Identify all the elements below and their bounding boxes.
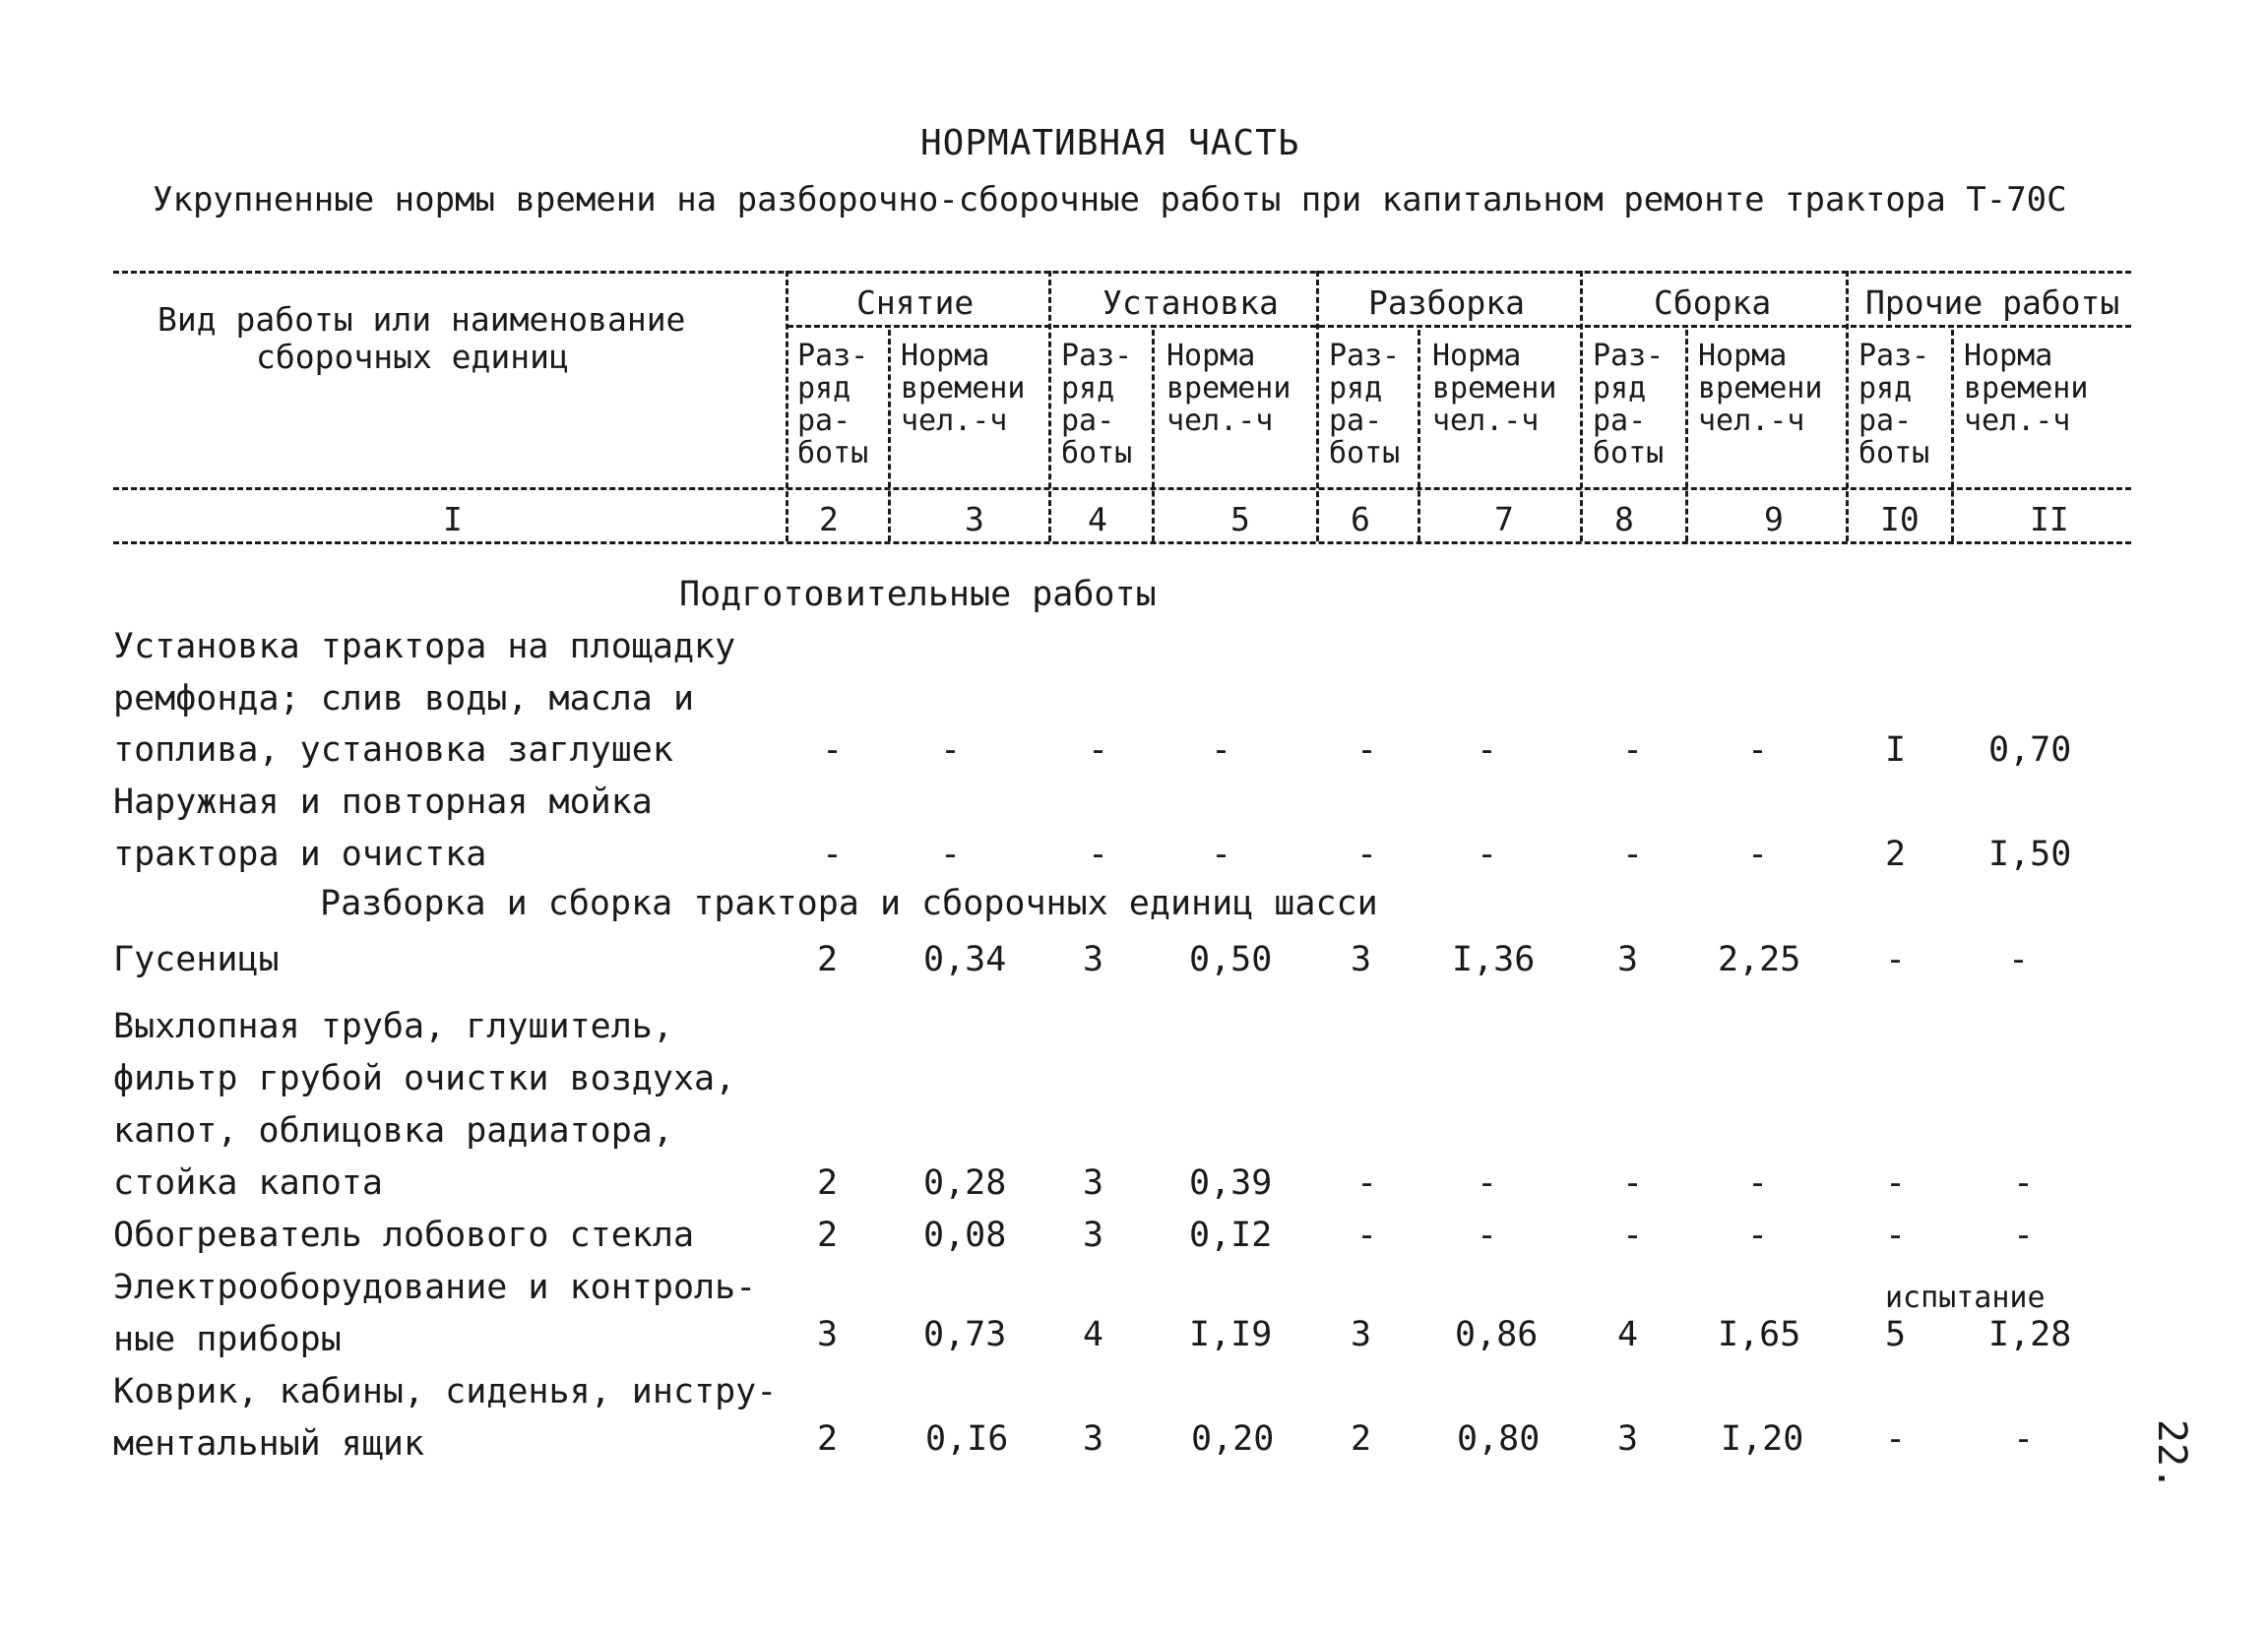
col1-header-line1: Вид работы или наименование xyxy=(158,300,686,339)
table-cell: 0,08 xyxy=(923,1216,1007,1255)
table-cell: 2 xyxy=(817,1163,839,1203)
rule-numbers xyxy=(113,541,2131,544)
table-cell: I xyxy=(1885,730,1907,770)
group-header-other: Прочие работы xyxy=(1865,283,2120,322)
table-cell: - xyxy=(822,835,844,874)
table-cell: - xyxy=(1477,730,1498,770)
group-header-disassembly: Разборка xyxy=(1368,283,1525,322)
table-cell: 2,25 xyxy=(1718,940,1801,979)
table-cell: - xyxy=(1747,1216,1769,1255)
table-cell: I,I9 xyxy=(1189,1315,1273,1354)
table-cell: - xyxy=(1356,1216,1378,1255)
table-cell: - xyxy=(1622,730,1644,770)
subheader-norm-2: Норма времени чел.-ч xyxy=(1166,339,1292,438)
table-cell: - xyxy=(940,730,962,770)
table-cell: - xyxy=(1356,1163,1378,1203)
row-name-line: ремфонда; слив воды, масла и xyxy=(113,679,695,719)
row-name-line: Электрооборудование и контроль- xyxy=(113,1268,757,1307)
table-cell: 3 xyxy=(1351,940,1372,979)
col-number-7: 7 xyxy=(1494,500,1514,538)
col-number-9: 9 xyxy=(1764,500,1784,538)
table-cell: 0,86 xyxy=(1455,1315,1539,1354)
row-name-line: Установка трактора на площадку xyxy=(113,627,736,666)
table-cell: - xyxy=(1885,1216,1907,1255)
col-number-8: 8 xyxy=(1614,500,1634,538)
table-cell: 3 xyxy=(1617,940,1639,979)
table-cell: - xyxy=(1747,835,1769,874)
page-title: НОРМАТИВНАЯ ЧАСТЬ xyxy=(920,123,1300,163)
rule-top xyxy=(113,271,2131,274)
table-cell: 5 xyxy=(1885,1315,1907,1354)
subheader-norm-1: Норма времени чел.-ч xyxy=(901,339,1026,438)
vrule-sub-1 xyxy=(888,330,891,541)
table-cell: 3 xyxy=(1083,940,1104,979)
col-number-10: I0 xyxy=(1880,500,1920,538)
rule-sub xyxy=(113,487,2131,490)
subheader-norm-3: Норма времени чел.-ч xyxy=(1432,339,1557,438)
table-cell: - xyxy=(1622,1216,1644,1255)
table-cell: - xyxy=(1885,1419,1907,1459)
table-cell: 0,20 xyxy=(1191,1419,1275,1459)
table-cell: - xyxy=(1622,1163,1644,1203)
subheader-norm-5: Норма времени чел.-ч xyxy=(1964,339,2089,438)
section-heading-prep: Подготовительные работы xyxy=(679,575,1157,614)
row-name-line: капот, облицовка радиатора, xyxy=(113,1111,673,1151)
table-cell: - xyxy=(2008,940,2030,979)
subheader-rank-1: Раз- ряд ра- боты xyxy=(797,339,869,470)
subheader-rank-3: Раз- ряд ра- боты xyxy=(1329,339,1401,470)
table-cell: I,28 xyxy=(1988,1315,2072,1354)
table-cell: - xyxy=(1477,835,1498,874)
vrule-sub-5 xyxy=(1951,330,1954,541)
row-name-line: топлива, установка заглушек xyxy=(113,730,673,770)
group-header-assembly: Сборка xyxy=(1654,283,1772,322)
table-cell: 0,34 xyxy=(923,940,1007,979)
col-number-5: 5 xyxy=(1230,500,1250,538)
table-cell: - xyxy=(1356,730,1378,770)
vrule-2 xyxy=(1048,271,1051,541)
vrule-1 xyxy=(786,271,788,541)
table-cell: 4 xyxy=(1083,1315,1104,1354)
table-cell: - xyxy=(1885,940,1907,979)
row-name-line: фильтр грубой очистки воздуха, xyxy=(113,1059,736,1098)
vrule-5 xyxy=(1846,271,1849,541)
table-cell: - xyxy=(1088,835,1109,874)
table-cell: - xyxy=(1747,1163,1769,1203)
table-cell: I,36 xyxy=(1452,940,1536,979)
col-number-1: I xyxy=(443,500,463,538)
table-cell: - xyxy=(2013,1419,2035,1459)
table-cell: 0,I2 xyxy=(1189,1216,1273,1255)
table-cell: 3 xyxy=(1083,1419,1104,1459)
table-cell: - xyxy=(1356,835,1378,874)
row-name-line: Коврик, кабины, сиденья, инстру- xyxy=(113,1372,778,1411)
table-cell: - xyxy=(1747,730,1769,770)
row-name-line: Наружная и повторная мойка xyxy=(113,783,653,822)
vrule-sub-3 xyxy=(1418,330,1420,541)
row-name-line: ные приборы xyxy=(113,1320,342,1359)
row-name-line: Обогреватель лобового стекла xyxy=(113,1216,695,1255)
col-number-6: 6 xyxy=(1351,500,1370,538)
row-name-line: Гусеницы xyxy=(113,940,280,979)
table-cell: 3 xyxy=(1617,1419,1639,1459)
col-number-3: 3 xyxy=(965,500,984,538)
subheader-norm-4: Норма времени чел.-ч xyxy=(1698,339,1823,438)
table-cell: 0,73 xyxy=(923,1315,1007,1354)
table-cell: 2 xyxy=(817,1216,839,1255)
page-subtitle: Укрупненные нормы времени на разборочно-сборочные работы при капитальном ремонте трактора Т-70С xyxy=(153,180,2067,219)
table-cell: - xyxy=(822,730,844,770)
table-cell: - xyxy=(1088,730,1109,770)
vrule-sub-4 xyxy=(1685,330,1688,541)
table-cell: I,65 xyxy=(1718,1315,1801,1354)
row-name-line: ментальный ящик xyxy=(113,1424,425,1464)
table-cell: 0,50 xyxy=(1189,940,1273,979)
table-cell: - xyxy=(2013,1216,2035,1255)
row-name-line: стойка капота xyxy=(113,1163,383,1203)
table-cell: 3 xyxy=(1083,1163,1104,1203)
row-name-line: трактора и очистка xyxy=(113,835,487,874)
col1-header-line2: сборочных единиц xyxy=(256,338,569,376)
table-cell: - xyxy=(940,835,962,874)
col-number-4: 4 xyxy=(1088,500,1107,538)
table-cell: - xyxy=(2013,1163,2035,1203)
table-cell: 0,I6 xyxy=(925,1419,1009,1459)
table-cell: 2 xyxy=(817,1419,839,1459)
table-cell: - xyxy=(1622,835,1644,874)
vrule-sub-2 xyxy=(1152,330,1155,541)
table-cell: - xyxy=(1477,1216,1498,1255)
subheader-rank-2: Раз- ряд ра- боты xyxy=(1061,339,1133,470)
table-cell: - xyxy=(1211,835,1232,874)
subheader-rank-5: Раз- ряд ра- боты xyxy=(1858,339,1930,470)
page-number: 22. xyxy=(2149,1418,2195,1491)
subheader-rank-4: Раз- ряд ра- боты xyxy=(1593,339,1665,470)
table-cell: I,50 xyxy=(1988,835,2072,874)
col-number-2: 2 xyxy=(819,500,839,538)
table-cell: 0,70 xyxy=(1988,730,2072,770)
table-cell: 0,28 xyxy=(923,1163,1007,1203)
section-heading-chassis: Разборка и сборка трактора и сборочных единиц шасси xyxy=(320,884,1378,923)
vrule-3 xyxy=(1316,271,1319,541)
rule-groups xyxy=(788,325,2131,328)
table-cell: 0,80 xyxy=(1457,1419,1541,1459)
group-header-removal: Снятие xyxy=(856,283,975,322)
table-cell: I,20 xyxy=(1721,1419,1804,1459)
table-cell: 2 xyxy=(817,940,839,979)
table-cell: - xyxy=(1211,730,1232,770)
vrule-4 xyxy=(1580,271,1583,541)
table-cell: - xyxy=(1885,1163,1907,1203)
group-header-installation: Установка xyxy=(1102,283,1279,322)
row-note-testing: испытание xyxy=(1885,1281,2046,1315)
table-cell: 4 xyxy=(1617,1315,1639,1354)
table-cell: 0,39 xyxy=(1189,1163,1273,1203)
table-cell: 3 xyxy=(1351,1315,1372,1354)
table-cell: 2 xyxy=(1351,1419,1372,1459)
row-name-line: Выхлопная труба, глушитель, xyxy=(113,1007,673,1046)
col-number-11: II xyxy=(2030,500,2069,538)
table-cell: - xyxy=(1477,1163,1498,1203)
table-cell: 3 xyxy=(817,1315,839,1354)
table-cell: 2 xyxy=(1885,835,1907,874)
table-cell: 3 xyxy=(1083,1216,1104,1255)
